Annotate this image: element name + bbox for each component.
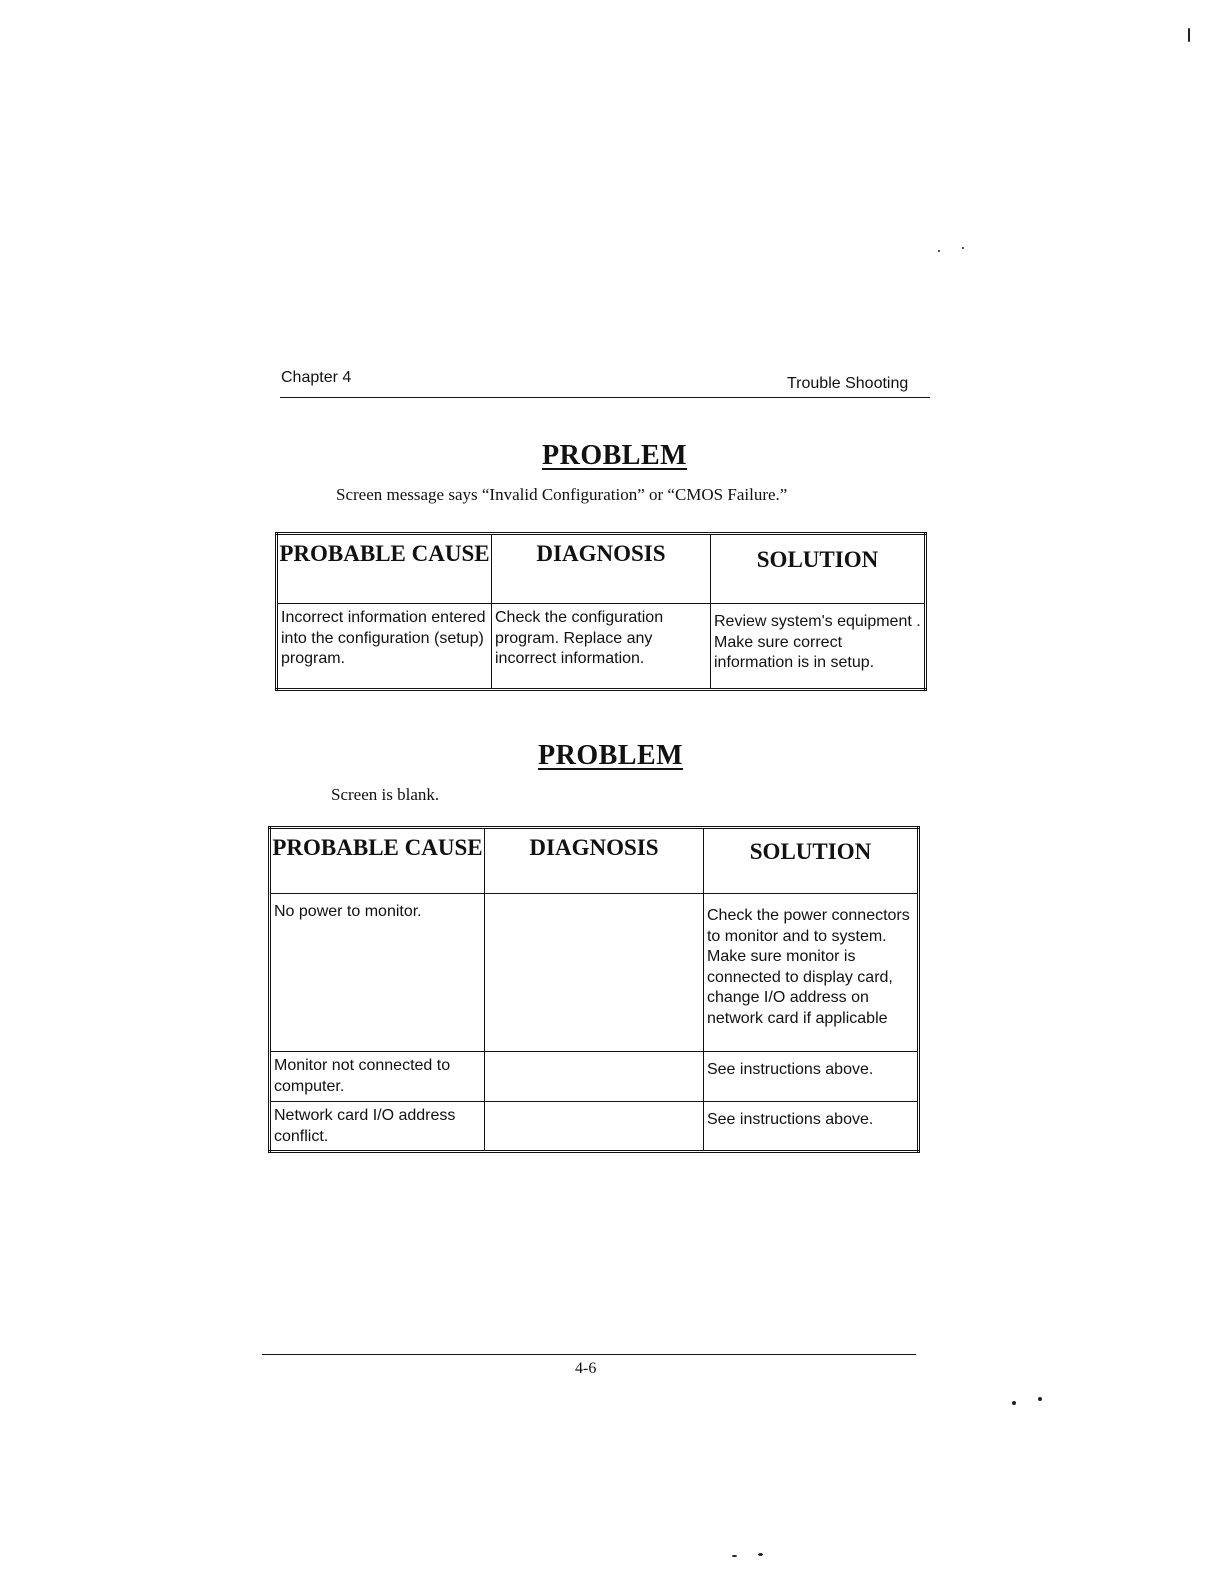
solution-cell: See instructions above. xyxy=(703,1102,918,1152)
problem-1-table xyxy=(275,532,927,691)
scan-speck xyxy=(758,1553,763,1556)
scan-speck xyxy=(962,247,964,249)
section-label: Trouble Shooting xyxy=(787,375,909,392)
solution-header: SOLUTION xyxy=(703,828,918,894)
footer-rule xyxy=(262,1354,916,1355)
diagnosis-cell xyxy=(484,1102,703,1152)
probable-cause-header: PROBABLE CAUSE xyxy=(277,534,492,604)
solution-header: SOLUTION xyxy=(710,534,925,604)
scan-speck xyxy=(1188,28,1190,42)
table-row xyxy=(270,894,919,1052)
diagnosis-header: DIAGNOSIS xyxy=(484,828,703,894)
diagnosis-cell xyxy=(484,894,703,1052)
cause-cell: Incorrect information entered into the configuration (setup) program. xyxy=(277,604,492,690)
scan-speck xyxy=(938,250,940,252)
cause-cell: Monitor not connected to computer. xyxy=(270,1052,485,1102)
scan-speck xyxy=(1038,1397,1042,1401)
chapter-label: Chapter 4 xyxy=(281,369,352,386)
scan-speck xyxy=(1012,1401,1016,1405)
diagnosis-cell: Check the configuration program. Replace any incorrect information. xyxy=(491,604,710,690)
diagnosis-cell xyxy=(484,1052,703,1102)
solution-cell: Check the power connectors to monitor and to system. Make sure monitor is connected to display card, change I/O address on network card if applicable xyxy=(703,894,918,1052)
probable-cause-header: PROBABLE CAUSE xyxy=(270,828,485,894)
header-rule xyxy=(280,397,930,398)
cause-cell: Network card I/O address conflict. xyxy=(270,1102,485,1152)
table-header-row xyxy=(277,534,926,604)
problem-2-description: Screen is blank. xyxy=(331,785,440,804)
problem-2-heading: PROBLEM xyxy=(538,740,684,771)
table-header-row xyxy=(270,828,919,894)
table-row xyxy=(277,604,926,690)
cause-cell: No power to monitor. xyxy=(270,894,485,1052)
solution-cell: Review system's equipment . Make sure correct information is in setup. xyxy=(710,604,925,690)
page-number: 4-6 xyxy=(575,1360,597,1377)
table-row xyxy=(270,1052,919,1102)
diagnosis-header: DIAGNOSIS xyxy=(491,534,710,604)
solution-cell: See instructions above. xyxy=(703,1052,918,1102)
problem-1-description: Screen message says “Invalid Configuration” or “CMOS Failure.” xyxy=(336,485,788,504)
problem-2-table xyxy=(268,826,920,1153)
scan-speck xyxy=(732,1555,737,1557)
table-row xyxy=(270,1102,919,1152)
problem-1-heading: PROBLEM xyxy=(542,440,688,471)
